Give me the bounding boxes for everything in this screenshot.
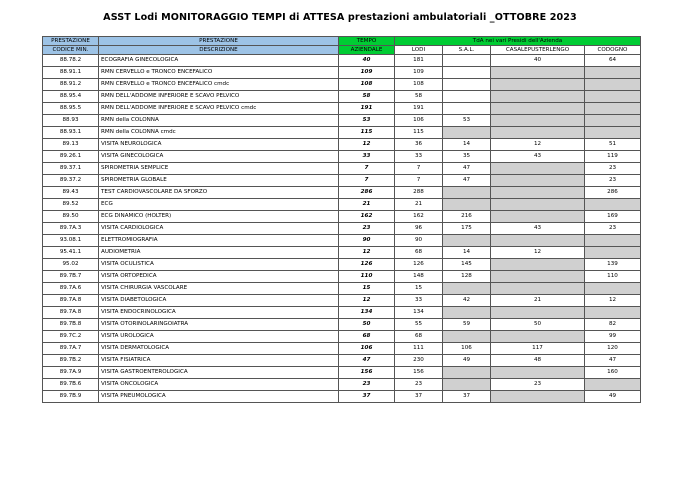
- lodi-cell: 126: [395, 259, 443, 271]
- description-cell: VISITA DERMATOLOGICA: [99, 343, 339, 355]
- tempo-aziendale-cell: 7: [339, 175, 395, 187]
- casalepusterlengo-cell: [491, 103, 585, 115]
- description-cell: ECOGRAFIA GINECOLOGICA: [99, 55, 339, 67]
- header-descrizione: DESCRIZIONE: [99, 46, 339, 55]
- casalepusterlengo-cell: 48: [491, 355, 585, 367]
- tempo-aziendale-cell: 12: [339, 247, 395, 259]
- description-cell: VISITA ONCOLOGICA: [99, 379, 339, 391]
- table-row: [43, 379, 641, 391]
- description-cell: VISITA CARDIOLOGICA: [99, 223, 339, 235]
- description-cell: TEST CARDIOVASCOLARE DA SFORZO: [99, 187, 339, 199]
- code-cell: 89.7B.6: [43, 379, 99, 391]
- code-cell: 89.7A.6: [43, 283, 99, 295]
- header-prestazione-2: PRESTAZIONE: [99, 37, 339, 46]
- codogno-cell: 51: [585, 139, 641, 151]
- header-prestazione: PRESTAZIONE: [43, 37, 99, 46]
- code-cell: 95.02: [43, 259, 99, 271]
- code-cell: 89.7B.9: [43, 391, 99, 403]
- lodi-cell: 21: [395, 199, 443, 211]
- tempo-aziendale-cell: 53: [339, 115, 395, 127]
- description-cell: SPIROMETRIA GLOBALE: [99, 175, 339, 187]
- sal-cell: 59: [443, 319, 491, 331]
- codogno-cell: 119: [585, 151, 641, 163]
- codogno-cell: [585, 307, 641, 319]
- casalepusterlengo-cell: [491, 175, 585, 187]
- code-cell: 95.41.1: [43, 247, 99, 259]
- table-row: [43, 175, 641, 187]
- casalepusterlengo-cell: [491, 391, 585, 403]
- tempo-aziendale-cell: 115: [339, 127, 395, 139]
- codogno-cell: 286: [585, 187, 641, 199]
- sal-cell: 14: [443, 247, 491, 259]
- code-cell: 89.26.1: [43, 151, 99, 163]
- tempo-aziendale-cell: 162: [339, 211, 395, 223]
- code-cell: 89.7A.3: [43, 223, 99, 235]
- description-cell: AUDIOMETRIA: [99, 247, 339, 259]
- description-cell: VISITA CHIRURGIA VASCOLARE: [99, 283, 339, 295]
- casalepusterlengo-cell: [491, 187, 585, 199]
- header-sal: S.A.L.: [443, 46, 491, 55]
- description-cell: RMN DELL'ADDOME INFERIORE E SCAVO PELVICO: [99, 91, 339, 103]
- codogno-cell: [585, 379, 641, 391]
- lodi-cell: 68: [395, 331, 443, 343]
- header-row-2: [43, 46, 641, 55]
- casalepusterlengo-cell: [491, 259, 585, 271]
- lodi-cell: 108: [395, 79, 443, 91]
- code-cell: 93.08.1: [43, 235, 99, 247]
- sal-cell: 216: [443, 211, 491, 223]
- description-cell: VISITA FISIATRICA: [99, 355, 339, 367]
- tempo-aziendale-cell: 21: [339, 199, 395, 211]
- lodi-cell: 55: [395, 319, 443, 331]
- casalepusterlengo-cell: [491, 283, 585, 295]
- lodi-cell: 148: [395, 271, 443, 283]
- lodi-cell: 33: [395, 295, 443, 307]
- tempo-aziendale-cell: 23: [339, 223, 395, 235]
- sal-cell: [443, 67, 491, 79]
- table-row: [43, 223, 641, 235]
- tempo-aziendale-cell: 58: [339, 91, 395, 103]
- lodi-cell: 156: [395, 367, 443, 379]
- sal-cell: 175: [443, 223, 491, 235]
- casalepusterlengo-cell: 40: [491, 55, 585, 67]
- casalepusterlengo-cell: [491, 67, 585, 79]
- description-cell: VISITA NEUROLOGICA: [99, 139, 339, 151]
- codogno-cell: 49: [585, 391, 641, 403]
- casalepusterlengo-cell: 21: [491, 295, 585, 307]
- lodi-cell: 96: [395, 223, 443, 235]
- casalepusterlengo-cell: [491, 235, 585, 247]
- casalepusterlengo-cell: [491, 307, 585, 319]
- tempo-aziendale-cell: 134: [339, 307, 395, 319]
- codogno-cell: [585, 199, 641, 211]
- code-cell: 89.7B.2: [43, 355, 99, 367]
- codogno-cell: 120: [585, 343, 641, 355]
- casalepusterlengo-cell: [491, 91, 585, 103]
- sal-cell: 145: [443, 259, 491, 271]
- casalepusterlengo-cell: 50: [491, 319, 585, 331]
- sal-cell: [443, 91, 491, 103]
- tempo-aziendale-cell: 15: [339, 283, 395, 295]
- lodi-cell: 7: [395, 163, 443, 175]
- table-row: [43, 211, 641, 223]
- table-row: [43, 367, 641, 379]
- sal-cell: 128: [443, 271, 491, 283]
- description-cell: ECG: [99, 199, 339, 211]
- sal-cell: [443, 379, 491, 391]
- table-row: [43, 331, 641, 343]
- codogno-cell: [585, 235, 641, 247]
- lodi-cell: 106: [395, 115, 443, 127]
- header-presidi-group: TdA nei vari Presidi dell'Azienda: [395, 37, 641, 46]
- codogno-cell: 23: [585, 223, 641, 235]
- tempo-aziendale-cell: 68: [339, 331, 395, 343]
- code-cell: 88.93.1: [43, 127, 99, 139]
- tempo-aziendale-cell: 12: [339, 295, 395, 307]
- description-cell: VISITA OTORINOLARINGOIATRA: [99, 319, 339, 331]
- tempo-aziendale-cell: 40: [339, 55, 395, 67]
- description-cell: RMN della COLONNA: [99, 115, 339, 127]
- codogno-cell: 23: [585, 163, 641, 175]
- codogno-cell: [585, 67, 641, 79]
- lodi-cell: 109: [395, 67, 443, 79]
- tempo-aziendale-cell: 126: [339, 259, 395, 271]
- casalepusterlengo-cell: 43: [491, 151, 585, 163]
- codogno-cell: 47: [585, 355, 641, 367]
- sal-cell: [443, 103, 491, 115]
- sal-cell: [443, 55, 491, 67]
- description-cell: RMN della COLONNA cmdc: [99, 127, 339, 139]
- code-cell: 88.93: [43, 115, 99, 127]
- sal-cell: [443, 127, 491, 139]
- header-row-1: [43, 37, 641, 46]
- table-row: [43, 283, 641, 295]
- code-cell: 88.78.2: [43, 55, 99, 67]
- lodi-cell: 68: [395, 247, 443, 259]
- sal-cell: 14: [443, 139, 491, 151]
- code-cell: 89.7A.8: [43, 295, 99, 307]
- sal-cell: [443, 199, 491, 211]
- tempo-aziendale-cell: 286: [339, 187, 395, 199]
- code-cell: 89.7C.2: [43, 331, 99, 343]
- lodi-cell: 33: [395, 151, 443, 163]
- lodi-cell: 36: [395, 139, 443, 151]
- sal-cell: 42: [443, 295, 491, 307]
- casalepusterlengo-cell: [491, 367, 585, 379]
- lodi-cell: 37: [395, 391, 443, 403]
- description-cell: VISITA GASTROENTEROLOGICA: [99, 367, 339, 379]
- table-row: [43, 391, 641, 403]
- tempo-aziendale-cell: 191: [339, 103, 395, 115]
- code-cell: 88.95.5: [43, 103, 99, 115]
- code-cell: 89.7A.9: [43, 367, 99, 379]
- casalepusterlengo-cell: [491, 331, 585, 343]
- table-row: [43, 343, 641, 355]
- code-cell: 89.43: [43, 187, 99, 199]
- sal-cell: 53: [443, 115, 491, 127]
- lodi-cell: 162: [395, 211, 443, 223]
- header-codice: CODICE MIN.: [43, 46, 99, 55]
- table-row: [43, 295, 641, 307]
- lodi-cell: 15: [395, 283, 443, 295]
- table-row: [43, 163, 641, 175]
- table-row: [43, 79, 641, 91]
- code-cell: 89.7A.8: [43, 307, 99, 319]
- table-row: [43, 115, 641, 127]
- sal-cell: 47: [443, 175, 491, 187]
- lodi-cell: 90: [395, 235, 443, 247]
- casalepusterlengo-cell: [491, 115, 585, 127]
- codogno-cell: [585, 283, 641, 295]
- description-cell: VISITA OCULISTICA: [99, 259, 339, 271]
- tempo-aziendale-cell: 50: [339, 319, 395, 331]
- tempo-aziendale-cell: 90: [339, 235, 395, 247]
- code-cell: 89.52: [43, 199, 99, 211]
- table-row: [43, 271, 641, 283]
- sal-cell: 47: [443, 163, 491, 175]
- header-codogno: CODOGNO: [585, 46, 641, 55]
- sal-cell: [443, 283, 491, 295]
- sal-cell: [443, 187, 491, 199]
- casalepusterlengo-cell: [491, 271, 585, 283]
- casalepusterlengo-cell: [491, 211, 585, 223]
- codogno-cell: [585, 103, 641, 115]
- header-lodi: LODI: [395, 46, 443, 55]
- tempo-aziendale-cell: 33: [339, 151, 395, 163]
- table-row: [43, 247, 641, 259]
- description-cell: VISITA ORTOPEDICA: [99, 271, 339, 283]
- table-row: [43, 151, 641, 163]
- tempo-aziendale-cell: 156: [339, 367, 395, 379]
- tempo-aziendale-cell: 109: [339, 67, 395, 79]
- codogno-cell: 169: [585, 211, 641, 223]
- table-row: [43, 319, 641, 331]
- sal-cell: [443, 79, 491, 91]
- lodi-cell: 111: [395, 343, 443, 355]
- lodi-cell: 230: [395, 355, 443, 367]
- table-row: [43, 55, 641, 67]
- tempo-aziendale-cell: 23: [339, 379, 395, 391]
- header-aziendale: AZIENDALE: [339, 46, 395, 55]
- description-cell: VISITA GINECOLOGICA: [99, 151, 339, 163]
- lodi-cell: 134: [395, 307, 443, 319]
- casalepusterlengo-cell: 12: [491, 139, 585, 151]
- table-row: [43, 103, 641, 115]
- table-row: [43, 355, 641, 367]
- tempo-aziendale-cell: 7: [339, 163, 395, 175]
- description-cell: ELETTROMIOGRAFIA: [99, 235, 339, 247]
- table-row: [43, 307, 641, 319]
- codogno-cell: 99: [585, 331, 641, 343]
- casalepusterlengo-cell: 117: [491, 343, 585, 355]
- description-cell: VISITA UROLOGICA: [99, 331, 339, 343]
- tempo-aziendale-cell: 37: [339, 391, 395, 403]
- sal-cell: 49: [443, 355, 491, 367]
- lodi-cell: 181: [395, 55, 443, 67]
- casalepusterlengo-cell: 23: [491, 379, 585, 391]
- table-row: [43, 67, 641, 79]
- code-cell: 89.37.2: [43, 175, 99, 187]
- codogno-cell: 139: [585, 259, 641, 271]
- table-row: [43, 91, 641, 103]
- page-title: ASST Lodi MONITORAGGIO TEMPI di ATTESA prestazioni ambulatoriali _OTTOBRE 2023: [103, 12, 577, 23]
- description-cell: VISITA ENDOCRINOLOGICA: [99, 307, 339, 319]
- code-cell: 88.91.1: [43, 67, 99, 79]
- codogno-cell: 12: [585, 295, 641, 307]
- code-cell: 89.7B.7: [43, 271, 99, 283]
- lodi-cell: 288: [395, 187, 443, 199]
- lodi-cell: 7: [395, 175, 443, 187]
- tempo-aziendale-cell: 12: [339, 139, 395, 151]
- casalepusterlengo-cell: 12: [491, 247, 585, 259]
- codogno-cell: 160: [585, 367, 641, 379]
- casalepusterlengo-cell: [491, 79, 585, 91]
- codogno-cell: 82: [585, 319, 641, 331]
- sal-cell: 106: [443, 343, 491, 355]
- casalepusterlengo-cell: 43: [491, 223, 585, 235]
- codogno-cell: [585, 127, 641, 139]
- codogno-cell: [585, 91, 641, 103]
- description-cell: VISITA DIABETOLOGICA: [99, 295, 339, 307]
- lodi-cell: 23: [395, 379, 443, 391]
- code-cell: 88.91.2: [43, 79, 99, 91]
- lodi-cell: 115: [395, 127, 443, 139]
- table-row: [43, 259, 641, 271]
- casalepusterlengo-cell: [491, 163, 585, 175]
- description-cell: RMN DELL'ADDOME INFERIORE E SCAVO PELVICO cmdc: [99, 103, 339, 115]
- description-cell: RMN CERVELLO e TRONCO ENCEFALICO cmdc: [99, 79, 339, 91]
- sal-cell: [443, 235, 491, 247]
- table-row: [43, 127, 641, 139]
- description-cell: RMN CERVELLO e TRONCO ENCEFALICO: [99, 67, 339, 79]
- code-cell: 89.7A.7: [43, 343, 99, 355]
- tempo-aziendale-cell: 47: [339, 355, 395, 367]
- sal-cell: [443, 331, 491, 343]
- waiting-times-table: [42, 36, 641, 403]
- sal-cell: [443, 367, 491, 379]
- codogno-cell: 64: [585, 55, 641, 67]
- codogno-cell: 110: [585, 271, 641, 283]
- table-row: [43, 187, 641, 199]
- lodi-cell: 58: [395, 91, 443, 103]
- table-row: [43, 199, 641, 211]
- code-cell: 89.50: [43, 211, 99, 223]
- lodi-cell: 191: [395, 103, 443, 115]
- description-cell: VISITA PNEUMOLOGICA: [99, 391, 339, 403]
- sal-cell: [443, 307, 491, 319]
- description-cell: SPIROMETRIA SEMPLICE: [99, 163, 339, 175]
- description-cell: ECG DINAMICO (HOLTER): [99, 211, 339, 223]
- code-cell: 89.37.1: [43, 163, 99, 175]
- codogno-cell: [585, 79, 641, 91]
- codogno-cell: [585, 115, 641, 127]
- header-casalepusterlengo: CASALEPUSTERLENGO: [491, 46, 585, 55]
- sal-cell: 37: [443, 391, 491, 403]
- codogno-cell: [585, 247, 641, 259]
- code-cell: 88.95.4: [43, 91, 99, 103]
- code-cell: 89.13: [43, 139, 99, 151]
- sal-cell: 35: [443, 151, 491, 163]
- tempo-aziendale-cell: 108: [339, 79, 395, 91]
- codogno-cell: 23: [585, 175, 641, 187]
- table-row: [43, 139, 641, 151]
- header-tempo: TEMPO: [339, 37, 395, 46]
- code-cell: 89.7B.8: [43, 319, 99, 331]
- casalepusterlengo-cell: [491, 199, 585, 211]
- casalepusterlengo-cell: [491, 127, 585, 139]
- tempo-aziendale-cell: 110: [339, 271, 395, 283]
- table-row: [43, 235, 641, 247]
- tempo-aziendale-cell: 106: [339, 343, 395, 355]
